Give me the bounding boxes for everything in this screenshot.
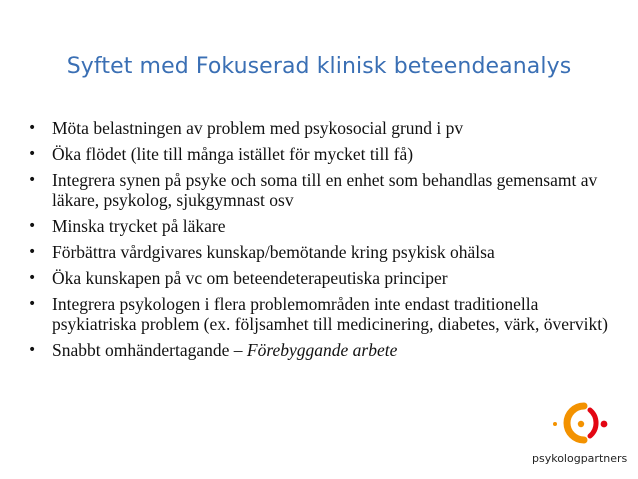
bullet-text: Öka flödet (lite till många istället för mycket till få) bbox=[52, 144, 414, 164]
logo-dot bbox=[553, 422, 557, 426]
logo-dot bbox=[601, 421, 608, 428]
bullet-item bbox=[28, 268, 618, 288]
bullet-icon: • bbox=[28, 146, 37, 162]
logo-dot bbox=[578, 421, 584, 427]
bullet-text: Integrera synen på psyke och soma till en enhet som behandlas gemensamt av läkare, psykolog, sjukgymnast osv bbox=[52, 170, 598, 210]
bullet-item bbox=[28, 144, 618, 164]
bullet-text: Öka kunskapen på vc om beteendeterapeutiska principer bbox=[52, 268, 448, 288]
logo-red-arc bbox=[590, 410, 596, 436]
bullet-text: Snabbt omhändertagande – bbox=[52, 340, 247, 360]
bullet-icon: • bbox=[28, 120, 37, 136]
bullet-text: Förbättra vårdgivares kunskap/bemötande kring psykisk ohälsa bbox=[52, 242, 495, 262]
bullet-text: Integrera psykologen i flera problemområden inte endast traditionella psykiatriska problem (ex. följsamhet till medicinering, diabetes, värk, övervikt) bbox=[52, 294, 608, 334]
bullet-emphasis: Förebyggande arbete bbox=[246, 340, 398, 360]
bullet-icon: • bbox=[28, 244, 37, 260]
slide-title: Syftet med Fokuserad klinisk beteendeanalys bbox=[66, 54, 572, 79]
bullet-item bbox=[28, 118, 618, 138]
brand-name: psykologpartners bbox=[532, 452, 628, 465]
bullet-icon: • bbox=[28, 172, 37, 188]
bullet-icon: • bbox=[28, 270, 37, 286]
bullet-item bbox=[28, 170, 618, 210]
bullet-text: Minska trycket på läkare bbox=[52, 216, 226, 236]
bullet-item bbox=[28, 294, 618, 334]
bullet-item bbox=[28, 216, 618, 236]
psykologpartners-logo-icon bbox=[548, 400, 612, 446]
bullet-icon: • bbox=[28, 342, 37, 358]
bullet-list bbox=[28, 118, 618, 366]
bullet-item bbox=[28, 242, 618, 262]
bullet-icon: • bbox=[28, 218, 37, 234]
bullet-text: Möta belastningen av problem med psykosocial grund i pv bbox=[52, 118, 464, 138]
bullet-item bbox=[28, 340, 618, 360]
bullet-icon: • bbox=[28, 296, 37, 312]
